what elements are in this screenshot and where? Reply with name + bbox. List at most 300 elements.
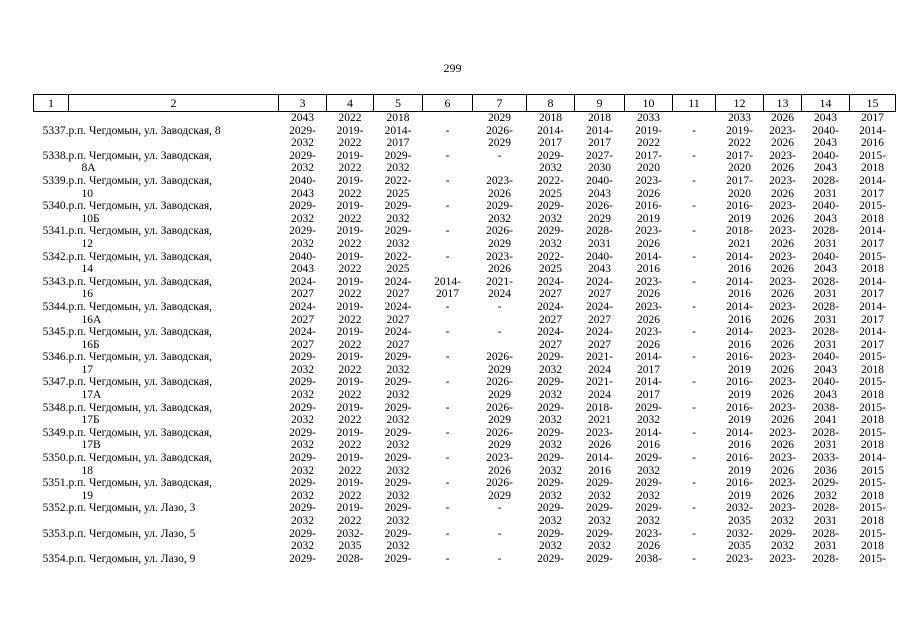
period-start: 2026- [486, 351, 513, 364]
period-end: 2032 [539, 212, 562, 225]
period-start: - [445, 149, 450, 162]
period-end: 2027 [291, 338, 314, 351]
period-cell [423, 326, 473, 351]
period-cell [673, 452, 716, 477]
period-start: 2014- [434, 275, 461, 288]
period-start: 2023- [486, 174, 513, 187]
period-start: 2029- [289, 376, 316, 389]
period-end: 2022 [338, 363, 362, 376]
period-start: 2023- [769, 351, 796, 364]
period-cell [850, 251, 896, 276]
period-end: 2020 [637, 162, 660, 175]
period-end: 2031 [814, 439, 837, 452]
period-start: 2028- [812, 275, 839, 288]
period-start: - [692, 452, 696, 465]
column-header: 2 [69, 95, 279, 112]
period-start: 2040- [812, 149, 839, 162]
period-cell [279, 175, 327, 200]
period-cell [802, 452, 850, 477]
period-cell [850, 528, 896, 553]
period-end: 2032 [291, 363, 314, 376]
table-row [34, 301, 896, 326]
period-cell [279, 452, 327, 477]
period-start: 2023- [769, 552, 796, 565]
period-end: 2032 [637, 464, 660, 477]
period-cell [764, 175, 802, 200]
period-start: 2017- [726, 174, 753, 187]
period-cell [423, 301, 473, 326]
period-start: - [445, 326, 450, 339]
period-start: 2024- [289, 300, 316, 313]
period-cell [625, 175, 673, 200]
period-end: 2017 [861, 313, 884, 326]
register-table [33, 94, 896, 578]
period-cell [473, 150, 527, 175]
period-cell [473, 200, 527, 225]
period-start: 2016- [726, 200, 753, 213]
table-row [34, 326, 896, 351]
period-end: 2032 [539, 540, 562, 553]
period-start: 2029- [537, 376, 564, 389]
period-start: 2014- [859, 300, 886, 313]
period-cell [716, 477, 764, 502]
period-start: 2029- [384, 502, 412, 515]
period-start: 2029- [384, 351, 412, 364]
table-row [34, 402, 896, 427]
column-header: 8 [527, 95, 575, 112]
period-start: 2029- [289, 401, 316, 414]
table-cell: 2018 [588, 112, 611, 124]
period-end: 2025 [539, 187, 562, 200]
period-cell [764, 402, 802, 427]
period-end: 2031 [814, 237, 837, 250]
period-cell [327, 427, 374, 452]
period-start: 2014- [859, 326, 886, 339]
period-start: 2024- [537, 326, 564, 339]
period-cell [625, 326, 673, 351]
period-start: 2029- [635, 502, 662, 515]
table-row [34, 276, 896, 301]
period-end: 2031 [814, 338, 837, 351]
period-end: 2025 [386, 263, 410, 276]
period-end: 2036 [814, 464, 837, 477]
table-cell: 2018 [539, 112, 562, 124]
column-header: 12 [716, 95, 764, 112]
address-line: р.п. Чегдомын, ул. Заводская, [68, 351, 213, 364]
period-start: - [445, 376, 450, 389]
period-start: 2038- [812, 401, 839, 414]
row-number: 5340. [42, 200, 69, 213]
period-cell [802, 376, 850, 401]
period-end: 2027 [386, 288, 410, 301]
period-end: 2022 [338, 212, 362, 225]
period-cell [527, 502, 575, 527]
address-cell [69, 351, 279, 376]
period-end: 2016 [728, 313, 751, 326]
period-cell [575, 150, 625, 175]
period-start: 2023- [726, 552, 753, 565]
address-line: р.п. Чегдомын, ул. Лазо, 5 [68, 527, 196, 540]
table-row [34, 225, 896, 250]
address-line: р.п. Чегдомын, ул. Заводская, [68, 300, 213, 313]
period-cell [327, 528, 374, 553]
period-end: 2026 [588, 439, 611, 452]
period-end: 2029 [488, 363, 511, 376]
period-start: 2016- [726, 401, 753, 414]
period-start: 2019- [635, 124, 662, 137]
period-start: 2029- [537, 149, 564, 162]
address-line-continued: 17 [81, 363, 93, 376]
period-start: 2023- [769, 124, 796, 137]
period-end: 2026 [488, 263, 511, 276]
period-cell [473, 452, 527, 477]
period-start: 2017- [726, 149, 753, 162]
period-start: 2014- [635, 426, 662, 439]
period-cell [716, 376, 764, 401]
period-cell [527, 301, 575, 326]
period-cell [374, 427, 423, 452]
period-start: - [692, 351, 696, 364]
period-end: 2027 [588, 338, 611, 351]
period-cell [279, 376, 327, 401]
period-start: 2026- [486, 426, 513, 439]
period-end: 2027 [539, 338, 562, 351]
period-end: 2032 [291, 439, 314, 452]
address-line: р.п. Чегдомын, ул. Заводская, [68, 426, 213, 439]
period-start: 2019- [336, 300, 364, 313]
period-end: 2019 [728, 414, 751, 427]
period-cell [802, 402, 850, 427]
period-start: 2019- [336, 401, 364, 414]
period-start: - [445, 225, 450, 238]
table-cell [69, 112, 279, 125]
period-start: - [445, 300, 450, 313]
period-end: 2019 [637, 212, 660, 225]
period-start: - [445, 452, 450, 465]
period-end: 2032 [814, 489, 837, 502]
period-cell [575, 528, 625, 553]
period-cell [625, 200, 673, 225]
period-end: 2022 [338, 489, 362, 502]
period-end: 2026 [771, 237, 794, 250]
table-cell: 2029 [488, 112, 511, 124]
period-end: 2017 [861, 288, 884, 301]
row-number: 5350. [42, 452, 69, 465]
period-start: 2019- [726, 124, 753, 137]
period-cell [423, 200, 473, 225]
period-start: 2040- [812, 250, 839, 263]
period-start: 2029- [384, 200, 412, 213]
period-cell [473, 402, 527, 427]
period-start: 2028- [812, 552, 839, 565]
period-end: 2019 [728, 489, 751, 502]
period-cell [673, 301, 716, 326]
period-cell [764, 452, 802, 477]
period-start: 2019- [336, 149, 364, 162]
period-end: 2026 [637, 313, 660, 326]
period-cell [327, 200, 374, 225]
period-end: 2032 [291, 489, 314, 502]
period-cell [527, 427, 575, 452]
period-cell [716, 276, 764, 301]
period-cell [327, 225, 374, 250]
period-end: 2020 [728, 187, 751, 200]
period-cell [802, 528, 850, 553]
address-line-continued: 10Б [81, 212, 100, 225]
period-cell [279, 301, 327, 326]
period-start: 2019- [336, 275, 364, 288]
period-start: 2023- [635, 225, 662, 238]
period-end: 2032 [386, 414, 410, 427]
period-end: 2027 [539, 288, 562, 301]
period-start: - [445, 502, 450, 515]
period-cell [673, 276, 716, 301]
period-end: 2022 [338, 162, 362, 175]
page-number: 299 [443, 61, 462, 75]
period-cell [473, 477, 527, 502]
table-cell: 2033 [637, 112, 660, 124]
period-cell [764, 276, 802, 301]
period-start: 2023- [486, 452, 513, 465]
period-start: 2024- [384, 275, 412, 288]
period-start: 2024- [289, 326, 316, 339]
period-end: 2029 [488, 439, 511, 452]
period-start: 2015- [859, 250, 886, 263]
period-cell [764, 553, 802, 578]
period-start: - [692, 149, 696, 162]
period-cell [802, 251, 850, 276]
period-end: 2029 [588, 212, 611, 225]
period-start: - [692, 527, 696, 540]
period-cell [327, 251, 374, 276]
period-start: 2026- [486, 124, 513, 137]
period-end: 2022 [338, 414, 362, 427]
period-cell [625, 402, 673, 427]
period-cell [802, 427, 850, 452]
period-start: 2023- [586, 426, 613, 439]
period-end: 2032 [539, 464, 562, 477]
period-end: 2032 [588, 515, 611, 527]
address-cell [69, 477, 279, 502]
period-cell [527, 125, 575, 150]
table-body [34, 112, 896, 578]
period-start: 2040- [289, 174, 316, 187]
period-start: - [692, 225, 696, 238]
row-number: 5337. [42, 124, 69, 137]
period-end: 2027 [588, 288, 611, 301]
address-cell [69, 251, 279, 276]
period-cell [764, 477, 802, 502]
period-cell [473, 175, 527, 200]
period-cell [575, 427, 625, 452]
period-cell [327, 376, 374, 401]
period-start: 2029- [537, 426, 564, 439]
period-start: 2029- [486, 200, 513, 213]
period-end: 2026 [771, 464, 794, 477]
period-start: 2015- [859, 502, 886, 515]
period-cell [423, 125, 473, 150]
period-end: 2032 [386, 162, 410, 175]
period-end: 2022 [338, 237, 362, 250]
period-start: 2040- [812, 200, 839, 213]
period-start: 2019- [336, 351, 364, 364]
period-cell [279, 427, 327, 452]
period-cell [527, 150, 575, 175]
period-end: 2035 [728, 515, 751, 527]
period-end: 2032 [771, 515, 794, 527]
period-cell [575, 402, 625, 427]
period-start: 2028- [336, 552, 364, 565]
period-cell [423, 150, 473, 175]
period-start: 2040- [289, 250, 316, 263]
period-start: 2023- [769, 149, 796, 162]
period-end: 2032 [291, 540, 314, 553]
period-start: 2029- [289, 552, 316, 565]
column-header: 6 [423, 95, 473, 112]
period-cell [764, 225, 802, 250]
period-end: 2029 [488, 137, 511, 150]
period-start: 2029- [769, 527, 796, 540]
period-end: 2030 [588, 162, 611, 175]
period-start: 2015- [859, 200, 886, 213]
period-cell [673, 150, 716, 175]
continuation-row [34, 112, 896, 125]
period-end: 2032 [539, 439, 562, 452]
period-cell [716, 427, 764, 452]
period-cell [279, 200, 327, 225]
period-start: 2024- [586, 300, 613, 313]
period-end: 2032 [291, 414, 314, 427]
address-cell [69, 150, 279, 175]
period-start: 2023- [769, 174, 796, 187]
period-start: 2023- [769, 275, 796, 288]
period-start: 2014- [859, 452, 886, 465]
period-start: - [692, 300, 696, 313]
period-cell [764, 251, 802, 276]
period-end: 2032 [386, 389, 410, 402]
period-start: 2023- [769, 376, 796, 389]
address-line: р.п. Чегдомын, ул. Заводская, [68, 200, 213, 213]
period-end: 2022 [338, 389, 362, 402]
period-start: 2029- [289, 452, 316, 465]
period-cell [423, 452, 473, 477]
period-end: 2032 [588, 489, 611, 502]
period-cell [423, 351, 473, 376]
period-end: 2032 [539, 389, 562, 402]
period-start: 2029- [635, 452, 662, 465]
period-start: 2019- [336, 225, 364, 238]
column-header: 5 [374, 95, 423, 112]
address-line: р.п. Чегдомын, ул. Заводская, [68, 401, 213, 414]
period-start: 2029- [812, 477, 839, 490]
period-end: 2032 [386, 540, 410, 553]
period-cell [423, 477, 473, 502]
period-start: - [692, 502, 696, 515]
period-start: 2026- [486, 477, 513, 490]
period-end: 2026 [771, 162, 794, 175]
period-start: 2027- [586, 149, 613, 162]
period-end: 2032 [386, 489, 410, 502]
address-line-continued: 17Б [81, 414, 100, 427]
period-cell [327, 351, 374, 376]
table-row [34, 427, 896, 452]
column-header: 10 [625, 95, 673, 112]
period-start: - [497, 300, 502, 313]
period-cell [473, 427, 527, 452]
period-cell [850, 376, 896, 401]
period-start: 2032- [726, 527, 753, 540]
period-start: 2028- [812, 426, 839, 439]
period-end: 2019 [728, 464, 751, 477]
period-cell [764, 528, 802, 553]
period-end: 2032 [539, 237, 562, 250]
period-start: 2014- [586, 124, 613, 137]
period-end: 2032 [386, 237, 410, 250]
period-start: 2015- [859, 351, 886, 364]
period-cell [473, 326, 527, 351]
period-cell [625, 427, 673, 452]
period-cell [625, 376, 673, 401]
period-start: 2024- [586, 275, 613, 288]
period-end: 2022 [338, 439, 362, 452]
period-start: 2023- [635, 275, 662, 288]
period-cell [374, 200, 423, 225]
period-end: 2026 [771, 338, 794, 351]
period-end: 2022 [338, 515, 362, 527]
period-start: - [445, 426, 450, 439]
table-cell: 2033 [728, 112, 751, 124]
period-cell [527, 402, 575, 427]
address-line: р.п. Чегдомын, ул. Заводская, [68, 376, 213, 389]
period-end: 2020 [728, 162, 751, 175]
period-start: 2029- [384, 452, 412, 465]
period-start: - [692, 326, 696, 339]
address-line: р.п. Чегдомын, ул. Заводская, [68, 250, 213, 263]
period-start: 2019- [336, 426, 364, 439]
address-cell [69, 225, 279, 250]
period-end: 2016 [861, 137, 884, 150]
period-cell [327, 175, 374, 200]
period-start: 2016- [726, 452, 753, 465]
period-end: 2041 [814, 414, 837, 427]
period-start: 2029- [537, 225, 564, 238]
period-end: 2016 [728, 439, 751, 452]
period-end: 2026 [771, 439, 794, 452]
period-start: 2021- [486, 275, 513, 288]
period-cell [625, 553, 673, 578]
row-number: 5349. [42, 426, 69, 439]
period-start: 2029- [289, 200, 316, 213]
period-start: 2029- [537, 401, 564, 414]
period-end: 2022 [637, 137, 660, 150]
period-cell [423, 376, 473, 401]
period-cell [673, 326, 716, 351]
table-cell: 2043 [291, 112, 314, 124]
period-end: 2018 [861, 515, 884, 527]
period-cell [575, 301, 625, 326]
period-end: 2043 [814, 363, 837, 376]
table-row [34, 125, 896, 150]
period-cell [802, 301, 850, 326]
table-cell: 2043 [814, 112, 837, 124]
address-cell [69, 528, 279, 553]
period-end: 2043 [588, 263, 611, 276]
address-line: р.п. Чегдомын, ул. Лазо, 9 [68, 552, 196, 565]
period-start: 2029- [289, 124, 316, 137]
period-cell [673, 528, 716, 553]
period-end: 2017 [637, 363, 660, 376]
period-end: 2022 [338, 187, 362, 200]
